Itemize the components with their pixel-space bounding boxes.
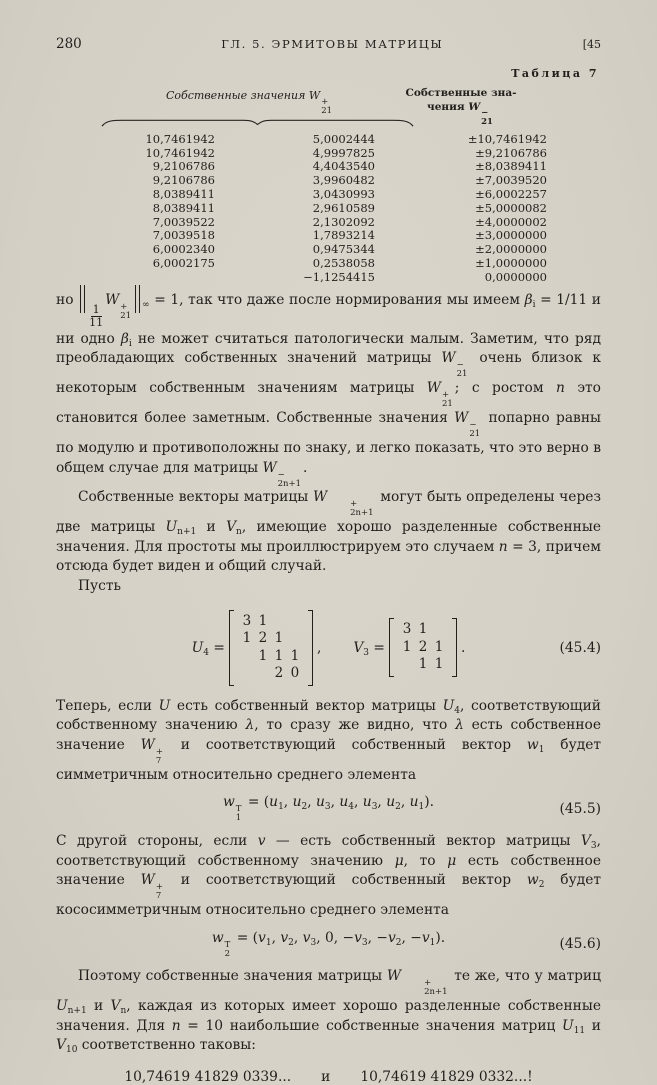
table-row: [70, 202, 547, 216]
math-var: U: [191, 639, 204, 656]
math-var: u: [362, 794, 372, 811]
sub-sup-stack: [469, 421, 480, 439]
subscript: n+1: [177, 527, 197, 538]
table-cell: 0,2538058: [312, 256, 375, 271]
math-var: λ: [245, 717, 255, 734]
stack-subscript: 7: [155, 891, 162, 902]
subscript: 11: [573, 1025, 586, 1036]
matrix-cell: 2: [418, 638, 428, 655]
table-cell: 5,0002444: [312, 131, 375, 146]
matrix-cell: [431, 622, 447, 638]
equation-u4-comma: ,: [316, 639, 322, 656]
math-var: v: [421, 929, 430, 946]
table-cell: 3,9960482: [312, 173, 375, 188]
table-cell: ±10,7461942: [467, 131, 547, 146]
math-var: W: [140, 736, 155, 753]
math-var: W: [454, 410, 469, 427]
stack-subscript: 1: [235, 813, 242, 824]
table-row: [70, 229, 547, 243]
stack-superscript: T: [224, 939, 231, 950]
math-var: V: [353, 639, 364, 656]
table-cell: 9,2106786: [152, 173, 215, 188]
table-cell: ±8,0389411: [475, 159, 547, 174]
sub-sup-stack: [156, 748, 163, 766]
equation-45-5-label: (45.5): [559, 800, 601, 817]
math-var: n: [498, 538, 508, 555]
subscript: 1: [429, 937, 436, 948]
stack-superscript: +: [120, 301, 128, 312]
matrix-cell: 1: [258, 647, 268, 664]
sub-sup-stack: [225, 941, 231, 959]
sub-sup-stack: [120, 303, 131, 321]
subscript: 1: [538, 744, 545, 755]
table-cell: 8,0389411: [152, 187, 215, 202]
math-var: U: [158, 697, 171, 714]
math-var: v: [302, 929, 311, 946]
table-cell: 2,9610589: [312, 200, 375, 215]
matrix-cell: 1: [434, 638, 444, 655]
math-var: u: [269, 794, 279, 811]
math-var: λ: [455, 717, 464, 734]
stack-superscript: −: [481, 107, 489, 118]
table-cell: ±5,0000082: [475, 200, 547, 215]
subscript: ∞: [142, 299, 150, 310]
table-cell: 2,1302092: [312, 214, 375, 229]
table-cell: [70, 271, 215, 285]
equation-45-6-body: w T 2 = ($v_1$, $v_2$, $v_3$, 0, $-v_3$, $-v_2$, $-v_1$).: [211, 929, 446, 959]
equation-v3-lhs: $V_3$ =: [353, 639, 385, 658]
running-head: [56, 36, 601, 52]
matrix-cell: [287, 631, 303, 647]
math-var: V: [56, 1037, 66, 1054]
stack-superscript: −: [277, 469, 285, 480]
matrix-cell: 2: [258, 630, 268, 647]
equation-45-4: [56, 610, 601, 686]
eigenvalue-table: [70, 82, 601, 285]
matrix-cell: 1: [418, 621, 428, 638]
table-header-left: Собственные значения W + 21: [165, 89, 333, 116]
math-var: v: [280, 929, 289, 946]
math-var: u: [292, 794, 302, 811]
sub-sup-stack: [457, 361, 468, 379]
table-cell: ±4,0000002: [475, 214, 547, 229]
sub-sup-stack: [328, 500, 373, 518]
math-var: W: [262, 459, 277, 476]
math-var: v: [387, 929, 396, 946]
matrix-cell: [399, 657, 415, 673]
math-var: v: [257, 833, 266, 850]
stack-superscript: T: [235, 804, 242, 815]
equation-u4-lhs: $U_4$ =: [191, 639, 225, 658]
table-cell: 6,0002175: [152, 256, 215, 271]
table-row: [70, 160, 547, 174]
subscript: 10: [65, 1045, 78, 1056]
subscript: 2: [288, 937, 294, 948]
stack-subscript: 2n+1: [424, 987, 448, 998]
table-cell: ±9,2106786: [475, 145, 547, 160]
equation-45-6: [56, 930, 601, 959]
stack-superscript: +: [441, 390, 450, 401]
matrix-cell: [271, 614, 287, 630]
table-row: [70, 216, 547, 230]
table-cell: ±2,0000000: [475, 242, 547, 257]
math-var: W: [312, 489, 328, 506]
math-var: μ: [394, 852, 404, 869]
math-var: v: [258, 929, 266, 946]
stack-subscript: 21: [441, 399, 453, 410]
sub-sup-stack: [442, 391, 453, 409]
stack-superscript: +: [424, 978, 432, 989]
matrix-cell: 1: [274, 630, 284, 647]
matrix-cell: 3: [402, 621, 412, 638]
table-header-right-line1: Собственные зна-: [405, 87, 517, 99]
subscript: 3: [310, 937, 317, 948]
matrix-cell: 1: [290, 647, 300, 664]
equation-45-5: [56, 794, 601, 823]
subscript: 4: [348, 802, 355, 813]
running-title: ГЛ. 5. ЭРМИТОВЫ МАТРИЦЫ: [221, 37, 444, 51]
subscript: 3: [324, 802, 331, 813]
math-var: u: [315, 794, 325, 811]
math-var: μ: [447, 852, 457, 869]
table-cell: ±6,0002257: [475, 187, 547, 202]
matrix-cell: [287, 614, 303, 630]
matrix-u4: [229, 610, 313, 686]
math-var: W: [140, 872, 155, 889]
paragraph-let: Пусть: [78, 578, 122, 594]
matrix-grid: [394, 618, 452, 677]
math-var: w: [222, 794, 235, 811]
math-var: β: [524, 291, 533, 308]
stack-subscript: 21: [481, 116, 493, 127]
equation-u4: [192, 610, 322, 686]
stack-subscript: 21: [469, 429, 481, 440]
math-var: β: [120, 330, 129, 347]
fraction: [89, 304, 103, 330]
paragraph-skew-symmetric-vector: С другой стороны, если v — есть собственный вектор матрицы $V_3$, соответствующий собственному значению μ, то μ есть собственное значение W + 7 и соответствующий собственный вектор $w_2$ будет кососимметричным относительно среднего элемента: [56, 833, 601, 919]
table-cell: 10,7461942: [145, 131, 215, 146]
stack-superscript: +: [155, 882, 163, 893]
stack-subscript: 7: [155, 755, 162, 766]
table-caption: Таблица 7: [511, 67, 599, 80]
math-var: V: [580, 833, 591, 850]
stack-superscript: +: [155, 746, 163, 757]
table-cell: 9,2106786: [152, 159, 215, 174]
math-var: w: [526, 872, 539, 889]
equation-45-4-label: (45.4): [559, 639, 601, 656]
matrix-bracket-right: [452, 618, 457, 677]
sub-sup-stack: [156, 883, 163, 901]
eigenvalue-v10: 10,74619 41829 0332...!: [360, 1069, 533, 1085]
math-var: W: [426, 380, 441, 397]
stack-subscript: 21: [120, 310, 132, 321]
matrix-cell: 1: [418, 656, 428, 673]
math-var: n: [556, 380, 565, 397]
math-var: U: [165, 519, 178, 536]
subscript: 3: [363, 647, 370, 658]
margin-reference: [45: [582, 38, 601, 51]
matrix-cell: [239, 666, 255, 682]
table-cell: ±3,0000000: [475, 228, 547, 243]
table-cell: 4,4043540: [312, 159, 375, 174]
table-cell: 0,9475344: [312, 242, 375, 257]
table-cell: 1,7893214: [312, 228, 375, 243]
matrix-cell: 1: [434, 656, 444, 673]
math-var: U: [56, 998, 68, 1015]
page-number: 280: [56, 36, 82, 52]
subscript: 1: [418, 802, 425, 813]
math-var: u: [339, 794, 349, 811]
table-cell: ±1,0000000: [475, 256, 547, 271]
table-header-right-line2: чения W − 21: [427, 100, 493, 127]
stack-superscript: +: [321, 97, 329, 107]
subscript: 2: [301, 802, 308, 813]
table-row: [70, 147, 547, 161]
fraction-denominator: 11: [89, 316, 104, 330]
math-var: W: [308, 89, 321, 102]
table-cell: 7,0039522: [152, 214, 215, 229]
math-var: u: [386, 794, 396, 811]
math-var: u: [409, 794, 419, 811]
matrix-cell: 3: [242, 612, 252, 629]
matrix-cell: 1: [274, 647, 284, 664]
stack-superscript: +: [350, 499, 358, 510]
fraction-numerator: 1: [92, 302, 100, 316]
math-var: W: [441, 350, 456, 367]
subscript: 2: [538, 880, 545, 891]
table-cell: 0,0000000: [484, 269, 547, 284]
paragraph-symmetric-vector: Теперь, если U есть собственный вектор матрицы $U_4$, соответствующий собственному значению λ, то сразу же видно, что λ есть собственное значение W + 7 и соответствующий собственный вектор $w_1$ будет симметричным относительно среднего элемента: [56, 697, 601, 783]
sub-sup-stack: [236, 805, 242, 823]
table-span-brace: [100, 117, 415, 129]
subscript: i: [532, 299, 536, 310]
stack-subscript: 21: [321, 105, 333, 116]
largest-eigenvalues-line: [56, 1069, 601, 1085]
math-var: V: [110, 998, 121, 1015]
subscript: n+1: [67, 1006, 87, 1017]
matrix-cell: [255, 666, 271, 682]
table-cell: 7,0039518: [152, 228, 215, 243]
math-var: V: [226, 519, 237, 536]
table-cell: 8,0389411: [152, 200, 215, 215]
table-body: [70, 133, 547, 285]
math-var: W: [386, 968, 402, 985]
math-var: U: [562, 1017, 574, 1034]
matrix-cell: 1: [258, 612, 268, 629]
equation-v3-period: .: [460, 639, 466, 656]
eigenvalue-u11: 10,74619 41829 0339...: [124, 1069, 292, 1085]
math-var: W: [468, 100, 481, 113]
subscript: 1: [265, 937, 272, 948]
math-var: U: [442, 697, 455, 714]
equation-45-6-label: (45.6): [559, 936, 601, 953]
subscript: 2: [395, 802, 401, 813]
subscript: 2: [395, 937, 402, 948]
math-var: v: [354, 929, 362, 946]
matrix-cell: 2: [274, 665, 284, 682]
table-cell: 10,7461942: [145, 145, 215, 160]
table-row: [70, 188, 547, 202]
table-cell: −1,1254415: [303, 269, 375, 284]
equation-45-5-body: w T 1 = ($u_1$, $u_2$, $u_3$, $u_4$, $u_3$, $u_2$, $u_1$).: [222, 794, 435, 824]
table-row: [70, 243, 547, 257]
table-cell: 4,9997825: [312, 145, 375, 160]
table-row: [70, 271, 547, 285]
paragraph-norm: но $\frac{1}{11}$ W + 21 $_\infty$ = 1, так что даже после нормирования мы имеем $\beta_i = 1/11$ и ни одно $\beta_i$ не может считаться патологически малым. Заметим, что ряд преобладающих собственных значений матрицы W − 21 очень близок к некоторым собственным значениям матрицы W + 21 ; с ростом n это становится более заметным. Собственные значения W − 21 попарно равны по модулю и противоположны по знаку, и легко показать, что это верно в общем случае для матрицы W − 2n+1 .: [56, 285, 601, 489]
sub-sup-stack: [402, 979, 447, 997]
stack-subscript: 21: [456, 369, 468, 380]
matrix-cell: 1: [242, 630, 252, 647]
equation-v3: [353, 618, 465, 677]
matrix-cell: 1: [402, 638, 412, 655]
table-row: [70, 133, 547, 147]
subscript: 4: [203, 647, 209, 658]
stack-superscript: −: [456, 360, 464, 371]
stack-subscript: 2n+1: [277, 478, 302, 489]
subscript: 1: [278, 802, 284, 813]
conjunction: и: [321, 1069, 331, 1085]
stack-subscript: 2: [224, 948, 231, 959]
norm-bar: [135, 285, 140, 313]
brace-icon: [100, 117, 415, 127]
subscript: 3: [590, 841, 597, 852]
subscript: i: [128, 338, 132, 349]
stack-subscript: 2n+1: [350, 508, 374, 519]
table-cell: 3,0430993: [312, 187, 375, 202]
subscript: 3: [361, 937, 368, 948]
stack-superscript: −: [469, 420, 477, 431]
math-var: w: [526, 736, 539, 753]
subscript: n: [120, 1006, 127, 1017]
subscript: 3: [371, 802, 378, 813]
matrix-bracket-right: [308, 610, 313, 686]
sub-sup-stack: [278, 471, 301, 489]
table-row: [70, 257, 547, 271]
subscript: n: [236, 527, 242, 538]
norm-bar: [80, 285, 85, 313]
table-row: [70, 174, 547, 188]
table-cell: ±7,0039520: [475, 173, 547, 188]
sub-sup-stack: [481, 109, 493, 127]
matrix-grid: [234, 610, 308, 686]
paragraph-conclusion: Поэтому собственные значения матрицы W + 2n+1 те же, что у матриц $U_{n+1}$ и $V_n$, каждая из которых имеет хорошо разделенные собственные значения. Для n = 10 наибольшие собственные значения матриц $U_{11}$ и $V_{10}$ соответственно таковы:: [56, 968, 601, 1056]
math-var: n: [171, 1017, 181, 1034]
table-cell: 6,0002340: [152, 242, 215, 257]
matrix-v3: [389, 618, 457, 677]
matrix-cell: [239, 649, 255, 665]
math-var: w: [211, 929, 224, 946]
subscript: 4: [454, 705, 460, 716]
math-var: W: [105, 291, 120, 308]
matrix-cell: 0: [290, 665, 300, 682]
paragraph-eigenvectors: Собственные векторы матрицы W + 2n+1 могут быть определены через две матрицы $U_{n+1}$ и $V_n$, имеющие хорошо разделенные собственные значения. Для простоты мы проиллюстрируем это случаем n = 3, причем отсюда будет виден и общий случай.: [56, 489, 602, 575]
sub-sup-stack: [321, 98, 332, 116]
